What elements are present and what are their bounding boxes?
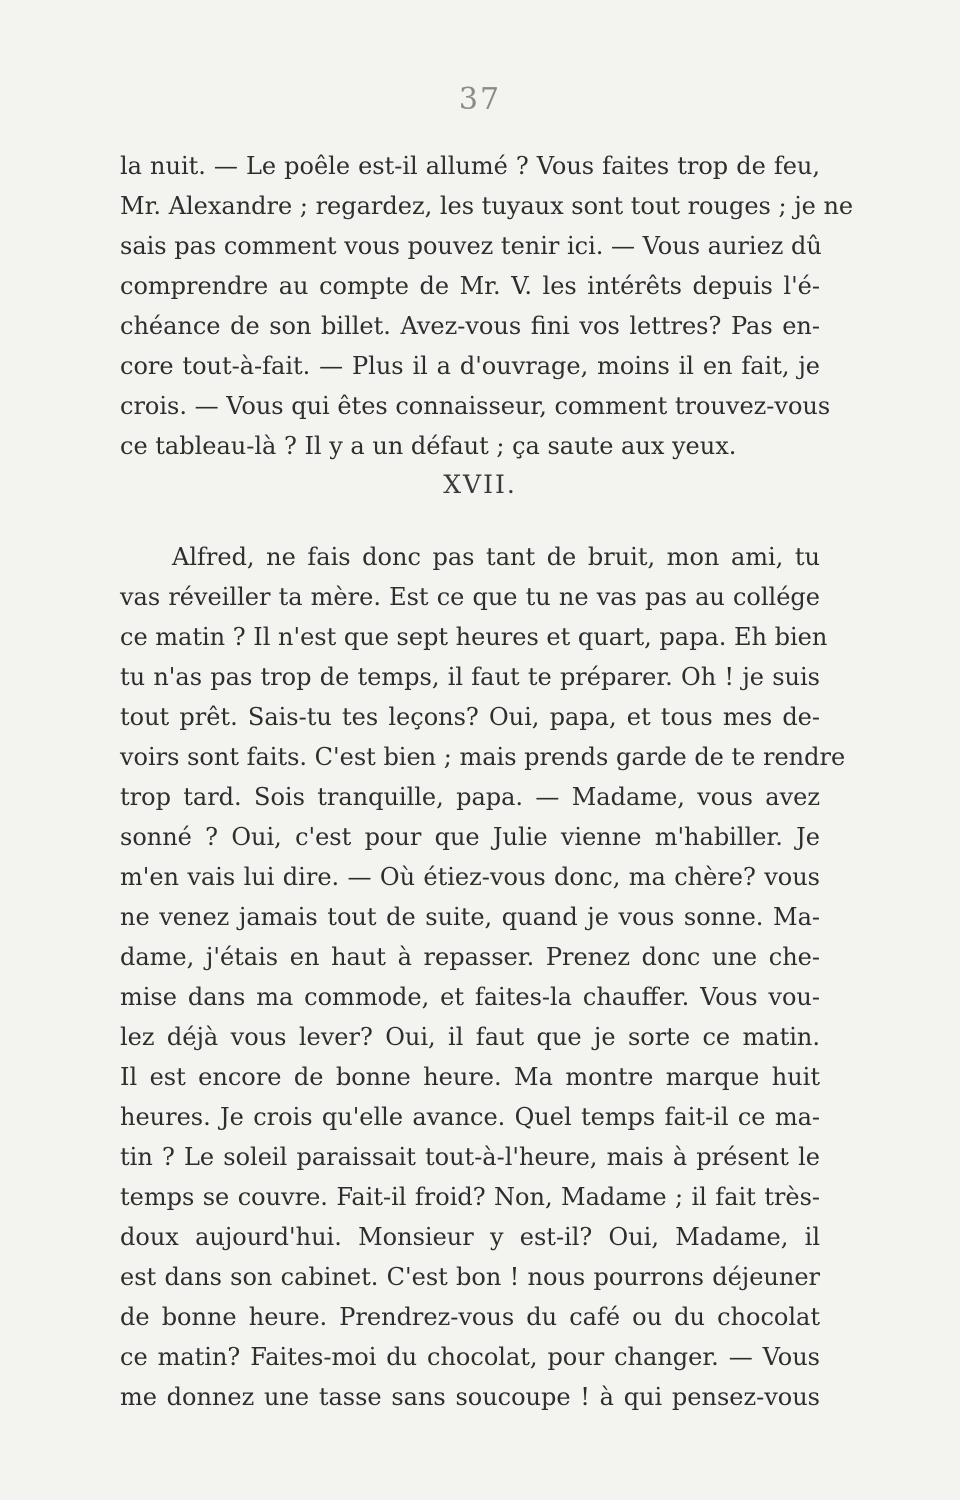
text-line: mise dans ma commode, et faites-la chauffer. Vous vou- [120, 983, 820, 1011]
text-line: chéance de son billet. Avez-vous fini vos lettres? Pas en- [120, 312, 820, 340]
section-paragraph [120, 537, 846, 1417]
text-line: voirs sont faits. C'est bien ; mais prends garde de te rendre [120, 743, 846, 771]
text-line: Il est encore de bonne heure. Ma montre marque huit [120, 1063, 820, 1091]
text-line: ce matin? Faites-moi du chocolat, pour changer. — Vous [120, 1343, 820, 1371]
text-line: tu n'as pas trop de temps, il faut te préparer. Oh ! je suis [120, 663, 820, 691]
page-number: 37 [458, 82, 502, 117]
text-line: tin ? Le soleil paraissait tout-à-l'heure, mais à présent le [120, 1143, 820, 1171]
text-line: Alfred, ne fais donc pas tant de bruit, mon ami, tu [172, 543, 820, 571]
text-line: m'en vais lui dire. — Où étiez-vous donc, ma chère? vous [120, 863, 820, 891]
continued-paragraph [120, 146, 854, 466]
text-line: trop tard. Sois tranquille, papa. — Madame, vous avez [120, 783, 820, 811]
text-line: la nuit. — Le poêle est-il allumé ? Vous faites trop de feu, [120, 152, 820, 180]
text-line: heures. Je crois qu'elle avance. Quel temps fait-il ce ma- [120, 1103, 820, 1131]
text-line: est dans son cabinet. C'est bon ! nous pourrons déjeuner [120, 1263, 820, 1291]
text-line: Mr. Alexandre ; regardez, les tuyaux sont tout rouges ; je ne [120, 192, 854, 220]
text-line: vas réveiller ta mère. Est ce que tu ne vas pas au collége [120, 583, 820, 611]
text-line: ne venez jamais tout de suite, quand je vous sonne. Ma- [120, 903, 820, 931]
text-line: tout prêt. Sais-tu tes leçons? Oui, papa, et tous mes de- [120, 703, 820, 731]
text-line: comprendre au compte de Mr. V. les intérêts depuis l'é- [120, 272, 820, 300]
text-line: dame, j'étais en haut à repasser. Prenez donc une che- [120, 943, 820, 971]
text-line: temps se couvre. Fait-il froid? Non, Madame ; il fait très- [120, 1183, 820, 1211]
text-line: lez déjà vous lever? Oui, il faut que je sorte ce matin. [120, 1023, 820, 1051]
text-line: crois. — Vous qui êtes connaisseur, comment trouvez-vous [120, 392, 831, 420]
text-line: sonné ? Oui, c'est pour que Julie vienne m'habiller. Je [120, 823, 820, 851]
text-line: de bonne heure. Prendrez-vous du café ou du chocolat [120, 1303, 820, 1331]
text-line: doux aujourd'hui. Monsieur y est-il? Oui, Madame, il [120, 1223, 820, 1251]
text-line: me donnez une tasse sans soucoupe ! à qui pensez-vous [120, 1383, 820, 1411]
section-heading: XVII. [443, 470, 517, 499]
text-line: sais pas comment vous pouvez tenir ici. — Vous auriez dû [120, 232, 822, 260]
text-line: core tout-à-fait. — Plus il a d'ouvrage, moins il en fait, je [120, 352, 820, 380]
text-line: ce tableau-là ? Il y a un défaut ; ça saute aux yeux. [120, 432, 737, 460]
text-line: ce matin ? Il n'est que sept heures et quart, papa. Eh bien [120, 623, 828, 651]
